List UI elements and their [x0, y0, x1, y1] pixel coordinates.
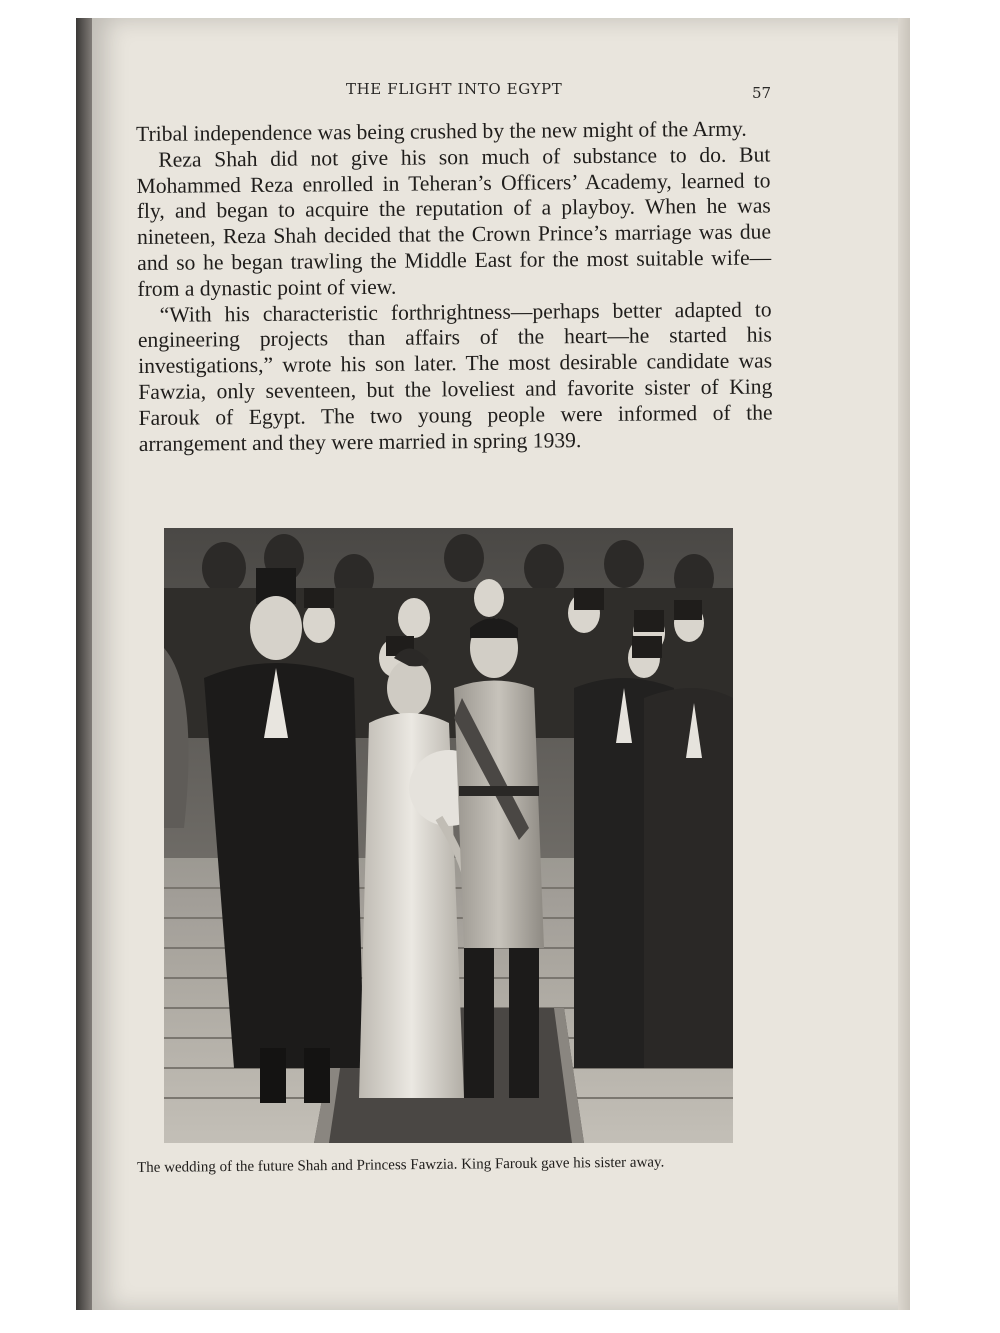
paragraph-1: Tribal independence was being crushed by the new might of the Army.: [136, 116, 747, 146]
paragraph-2: Reza Shah did not give his son much of substance to do. But Mohammed Reza enrolled in Teheran’s Officers’ Academy, learned to fly, and began to acquire the reputation of a playboy. When he was nineteen, Reza Shah decided that the Crown Prince’s marriage was due and so he began trawling the Middle East for the most suitable wife—from a dynastic point of view.: [136, 142, 772, 301]
paragraph-3: “With his characteristic forthrightness—perhaps better adapted to engineering projects than affairs of the heart—he started his investigations,” wrote his son later. The most desirable candidate was Fawzia, only seventeen, but the loveliest and favorite sister of King Farouk of Egypt. The two young people were informed of the arrangement and they were married in spring 1939.: [137, 297, 773, 456]
running-head-title: THE FLIGHT INTO EGYPT: [346, 80, 563, 98]
photograph-illustration: [164, 528, 733, 1143]
wedding-photograph: [164, 528, 733, 1143]
body-text: [136, 116, 773, 457]
page-edge: [898, 18, 910, 1310]
page-number: 57: [752, 84, 772, 102]
figure-caption: The wedding of the future Shah and Princess Fawzia. King Farouk gave his sister away.: [137, 1154, 665, 1176]
